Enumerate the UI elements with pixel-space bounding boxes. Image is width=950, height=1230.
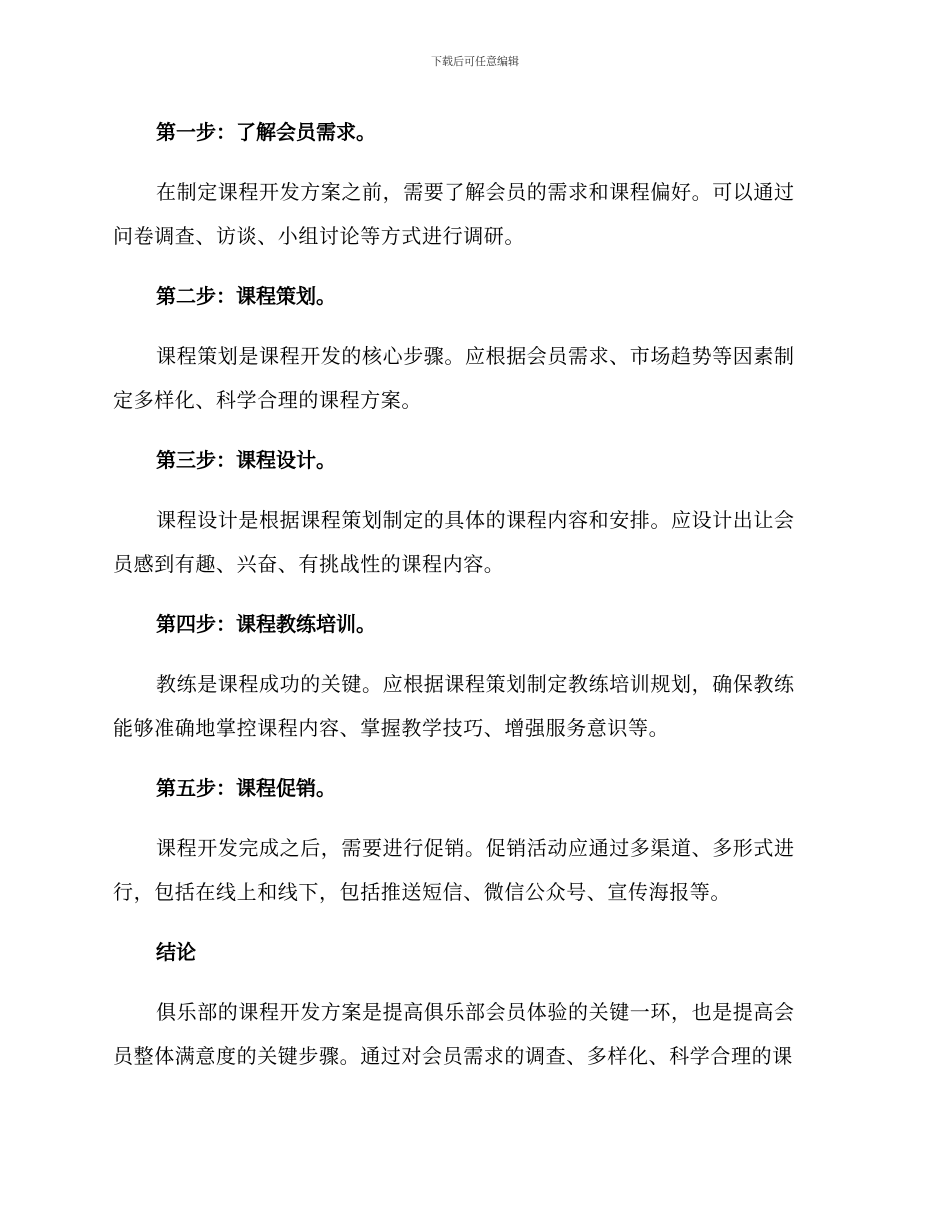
- paragraph-line: 课程开发完成之后，需要进行促销。促销活动应通过多渠道、多形式进: [156, 836, 795, 860]
- section-paragraph-step-3: [113, 498, 831, 586]
- paragraph-line: 问卷调查、访谈、小组讨论等方式进行调研。: [113, 224, 525, 248]
- paragraph-line: 行，包括在线上和线下，包括推送短信、微信公众号、宣传海报等。: [113, 880, 731, 904]
- section-paragraph-step-1: [113, 170, 831, 258]
- paragraph-line: 在制定课程开发方案之前，需要了解会员的需求和课程偏好。可以通过: [156, 180, 795, 204]
- paragraph-line: 俱乐部的课程开发方案是提高俱乐部会员体验的关键一环，也是提高会: [156, 1000, 795, 1024]
- section-heading-step-4: 第四步：课程教练培训。: [156, 612, 376, 636]
- page-header: 下载后可任意编辑: [431, 55, 519, 68]
- section-heading-step-2: 第二步：课程策划。: [156, 284, 336, 308]
- document-body: [113, 110, 831, 1094]
- paragraph-line: 员整体满意度的关键步骤。通过对会员需求的调查、多样化、科学合理的课: [113, 1044, 793, 1068]
- paragraph-line: 教练是课程成功的关键。应根据课程策划制定教练培训规划，确保教练: [156, 672, 795, 696]
- paragraph-line: 能够准确地掌控课程内容、掌握教学技巧、增强服务意识等。: [113, 716, 670, 740]
- section-paragraph-step-4: [113, 662, 831, 750]
- section-heading-step-3: 第三步：课程设计。: [156, 448, 336, 472]
- section-heading-step-1: 第一步：了解会员需求。: [156, 120, 376, 144]
- section-heading-conclusion: 结论: [156, 940, 196, 964]
- section-paragraph-conclusion: [113, 990, 831, 1078]
- section-heading-step-5: 第五步：课程促销。: [156, 776, 336, 800]
- paragraph-line: 员感到有趣、兴奋、有挑战性的课程内容。: [113, 552, 505, 576]
- paragraph-line: 定多样化、科学合理的课程方案。: [113, 388, 422, 412]
- paragraph-line: 课程策划是课程开发的核心步骤。应根据会员需求、市场趋势等因素制: [156, 344, 795, 368]
- section-paragraph-step-2: [113, 334, 831, 422]
- section-paragraph-step-5: [113, 826, 831, 914]
- paragraph-line: 课程设计是根据课程策划制定的具体的课程内容和安排。应设计出让会: [156, 508, 795, 532]
